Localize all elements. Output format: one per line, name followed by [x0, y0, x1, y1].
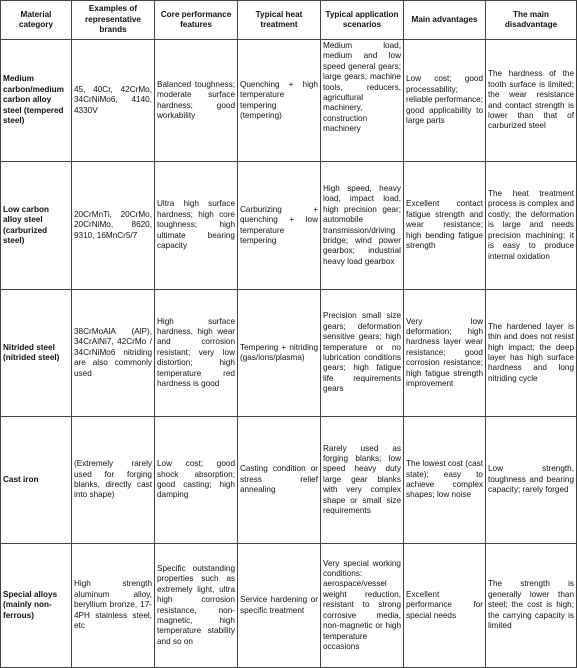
cell-heat-treatment: Casting condition or stress relief annealing	[238, 417, 321, 544]
table-row	[1, 417, 577, 544]
table-row	[1, 544, 577, 668]
cell-disadvantages: The hardened layer is thin and does not resist high impact; the deep layer has high surface hardness and long nitriding cycle	[486, 290, 577, 417]
cell-disadvantages: Low strength, toughness and bearing capacity; rarely forged	[486, 417, 577, 544]
cell-heat-treatment: Quenching + high temperature tempering (tempering)	[238, 40, 321, 162]
cell-brands: (Extremely rarely used for forging blanks, directly cast into shape)	[72, 417, 155, 544]
header-brands: Examples of representative brands	[72, 1, 155, 40]
cell-heat-treatment: Tempering + nitriding (gas/ions/plasma)	[238, 290, 321, 417]
cell-heat-treatment: Carburizing + quenching + low temperature tempering	[238, 162, 321, 290]
table-row	[1, 290, 577, 417]
cell-brands: 38CrMoAlA (AlP), 34CrAlNi7, 42CrMo / 34CrNiMo6 nitriding are also commonly used	[72, 290, 155, 417]
cell-features: Specific outstanding properties such as extremely light, ultra high corrosion resistance, non-magnetic, high temperature stability and so on	[155, 544, 238, 668]
cell-advantages: Excellent contact fatigue strength and wear resistance; high bending fatigue strength	[404, 162, 486, 290]
cell-applications: Precision small size gears; deformation sensitive gears; high temperature or no lubrication conditions gears; high fatigue life requirements gears	[321, 290, 404, 417]
header-features: Core performance features	[155, 1, 238, 40]
cell-category: Cast iron	[1, 417, 72, 544]
cell-features: Ultra high surface hardness; high core toughness; high ultimate bearing capacity	[155, 162, 238, 290]
cell-advantages: The lowest cost (cast state); easy to achieve complex shapes; low noise	[404, 417, 486, 544]
cell-applications: Very special working conditions: aerospace/vessel weight reduction, resistant to strong corrosive media, non-magnetic or high temperature occasions	[321, 544, 404, 668]
cell-disadvantages: The heat treatment process is complex and costly; the deformation is large and needs precision machining; it is easy to produce internal oxidation	[486, 162, 577, 290]
table-row	[1, 40, 577, 162]
header-row	[1, 1, 577, 40]
cell-category: Special alloys (mainly non-ferrous)	[1, 544, 72, 668]
cell-features: Low cost; good shock absorption; good casting; high damping	[155, 417, 238, 544]
header-disadvantages: The main disadvantage	[486, 1, 577, 40]
cell-brands: 20CrMnTi, 20CrMo, 20CrNiMo, 8620, 9310, 16MnCr5/7	[72, 162, 155, 290]
cell-category: Nitrided steel (nitrided steel)	[1, 290, 72, 417]
header-advantages: Main advantages	[404, 1, 486, 40]
cell-advantages: Excellent performance for special needs	[404, 544, 486, 668]
cell-advantages: Low cost; good processability; reliable performance; good applicability to large parts	[404, 40, 486, 162]
cell-disadvantages: The strength is generally lower than steel; the cost is high; the carrying capacity is limited	[486, 544, 577, 668]
cell-category: Low carbon alloy steel (carburized steel)	[1, 162, 72, 290]
header-material-category: Material category	[1, 1, 72, 40]
cell-features: High surface hardness, high wear and corrosion resistant; very low distortion; high temperature red hardness is good	[155, 290, 238, 417]
cell-advantages: Very low deformation; high hardness layer wear resistance; good corrosion resistance; high fatigue strength improvement	[404, 290, 486, 417]
cell-applications: High speed, heavy load, impact load, high precision gear; automobile transmission/driving bridge; wind power gearbox; industrial heavy load gearbox	[321, 162, 404, 290]
cell-category: Medium carbon/medium carbon alloy steel (tempered steel)	[1, 40, 72, 162]
cell-applications: Medium load, medium and low speed general gears; large gears; machine tools, reducers, agricultural machinery, construction machinery	[321, 40, 404, 162]
cell-brands: High strength aluminum alloy, beryllium bronze, 17-4PH stainless steel, etc	[72, 544, 155, 668]
table-row	[1, 162, 577, 290]
cell-heat-treatment: Service hardening or specific treatment	[238, 544, 321, 668]
cell-brands: 45, 40Cr, 42CrMo, 34CrNiMo6, 4140, 4330V	[72, 40, 155, 162]
header-heat-treatment: Typical heat treatment	[238, 1, 321, 40]
header-applications: Typical application scenarios	[321, 1, 404, 40]
cell-disadvantages: The hardness of the tooth surface is limited; the wear resistance and contact strength is lower than that of carburized steel	[486, 40, 577, 162]
cell-features: Balanced toughness; moderate surface hardness; good workability	[155, 40, 238, 162]
cell-applications: Rarely used as forging blanks; low speed heavy duty large gear blanks with very complex shape or small size requirements	[321, 417, 404, 544]
